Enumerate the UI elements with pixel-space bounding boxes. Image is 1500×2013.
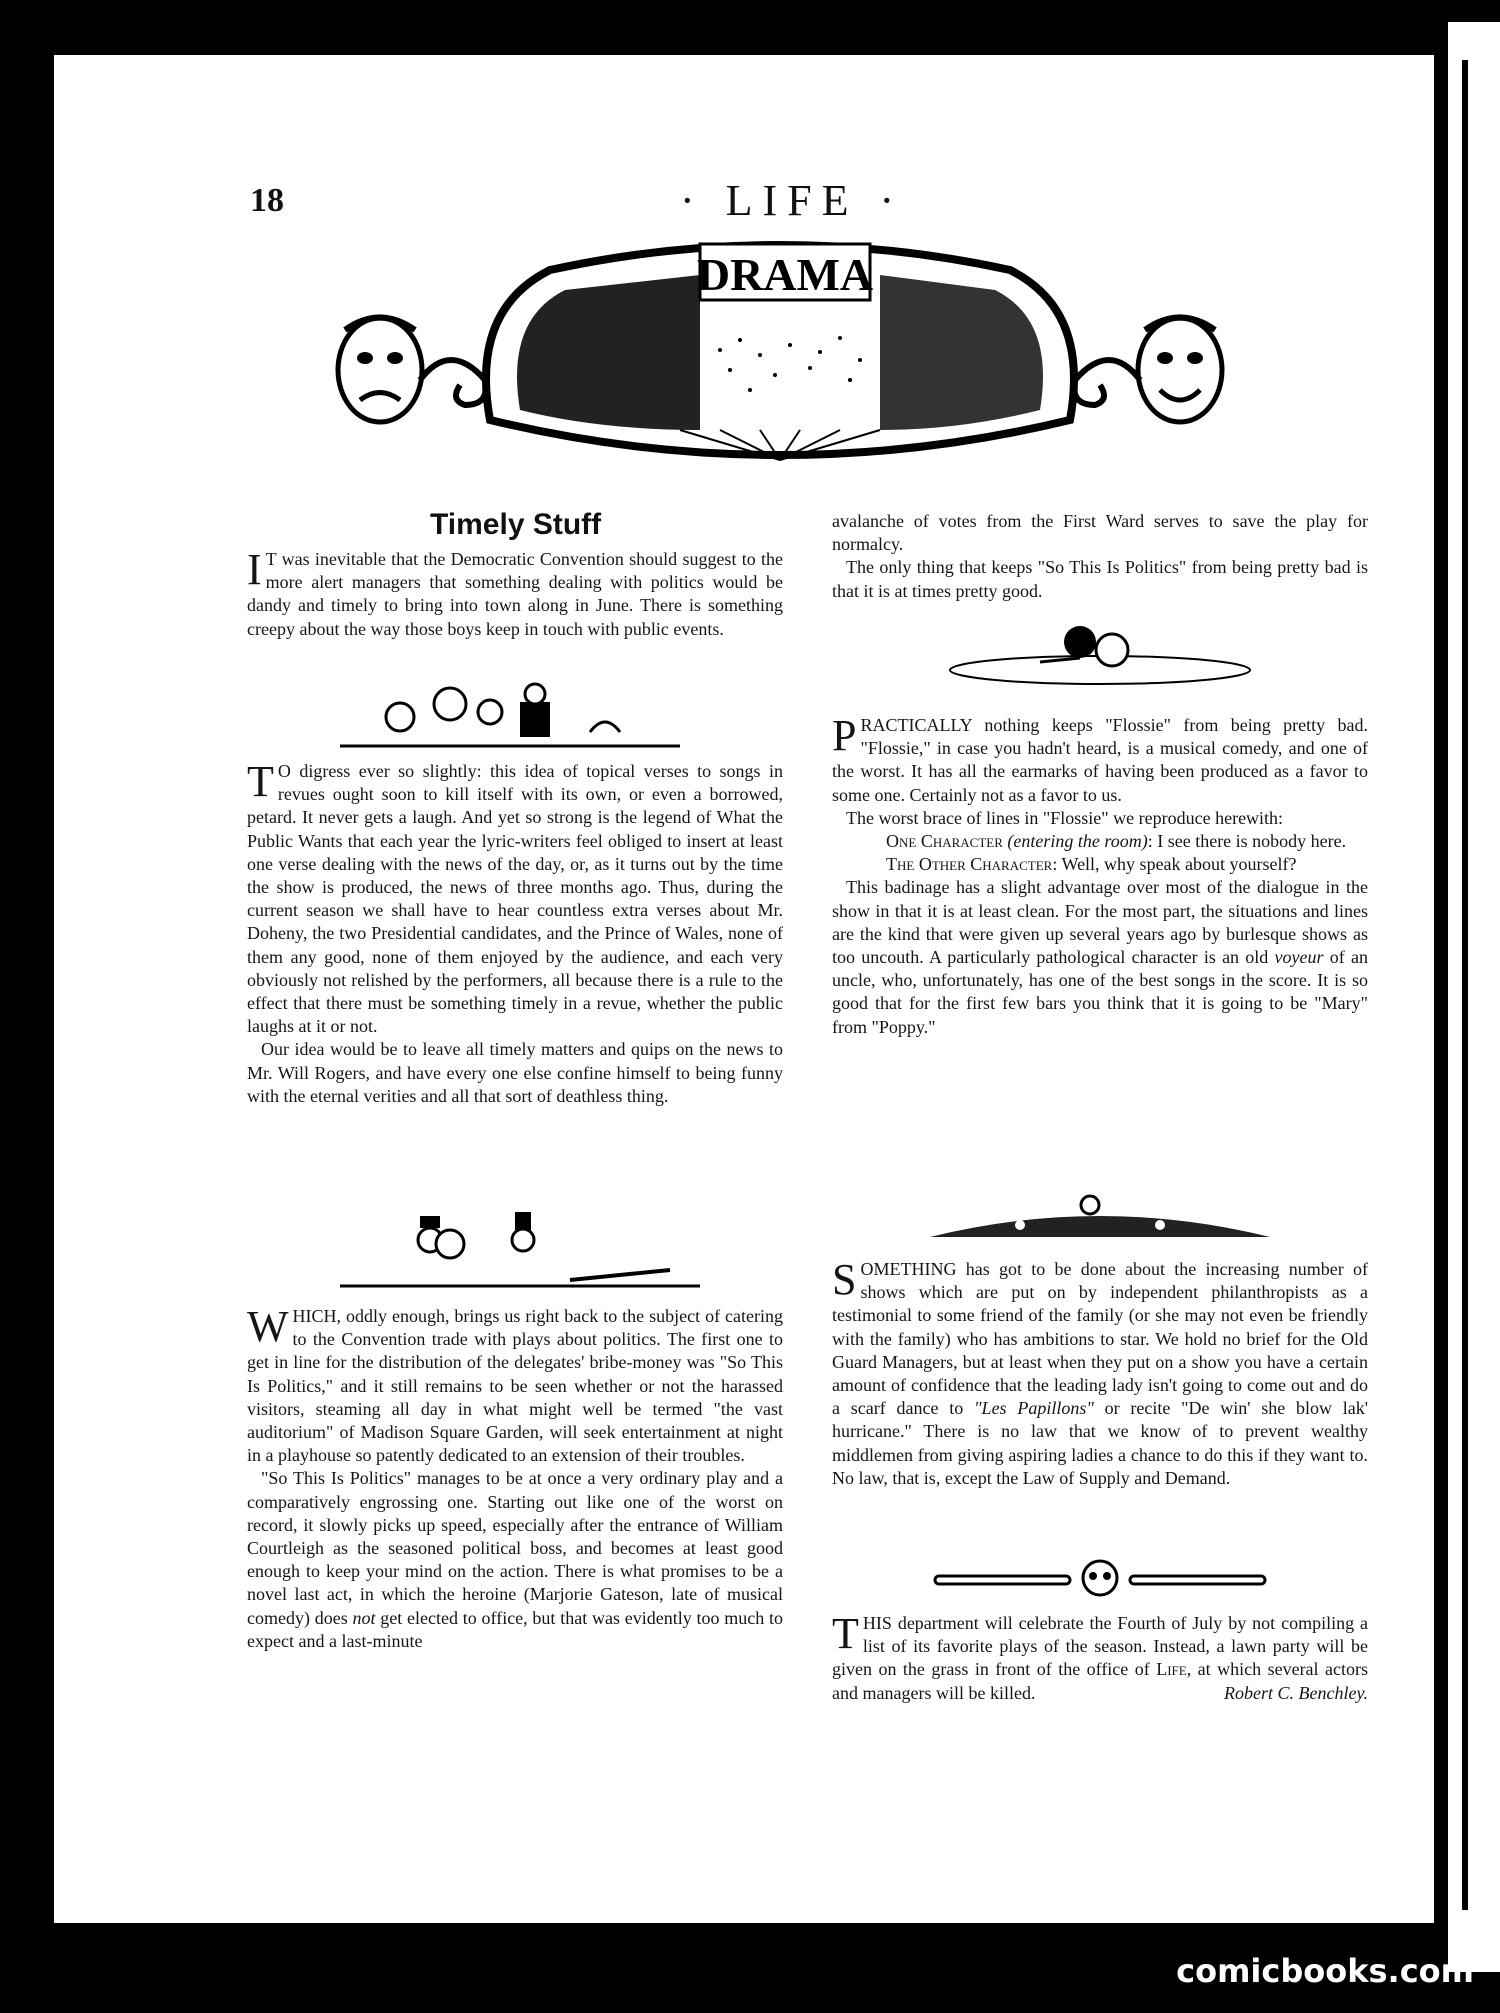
drop-cap: P — [832, 711, 857, 760]
drop-cap: T — [247, 757, 274, 806]
drop-cap: I — [247, 545, 262, 594]
column-right-top — [832, 510, 1368, 603]
column-left-bottom — [247, 1302, 783, 1653]
paragraph: WHICH, oddly enough, brings us right back to the subject of catering to the Convention trade with plays about politics. The first one to get in line for the distribution of the delegates' bribe-money was "So This Is Politics," and it still remains to be seen whether or not the harassed visitors, steaming all day in what might well be termed "the vast auditorium" of Madison Square Garden, will seek entertainment at night in a playhouse so patently dedicated to an extension of their troubles. — [247, 1302, 783, 1466]
paragraph: The worst brace of lines in "Flossie" we reproduce herewith: — [846, 807, 1284, 828]
dialogue-line-2: The Other Character: Well, why speak about yourself? — [886, 854, 1297, 875]
dancers-cartoon-vignette — [340, 1210, 700, 1290]
site-watermark: comicbooks.com — [1176, 1952, 1474, 1990]
paragraph: avalanche of votes from the First Ward serves to save the play for normalcy. — [832, 511, 1368, 555]
column-right-lower — [832, 1255, 1369, 1490]
column-left-middle — [247, 757, 783, 1108]
paragraph: This badinage has a slight advantage over most of the dialogue in the show in that it is at least clean. For the most part, the situations and lines are the kind that were given up several years ago by burlesque shows as too uncouth. A particularly pathological character is an old voyeur of an uncle, who, unfortunately, has one of the best songs in the score. It is so good that for the first few bars you think that it is going to be "Mary" from "Poppy." — [832, 877, 1368, 1037]
flower-bed-cartoon-vignette — [920, 1185, 1280, 1245]
page-gutter-line — [1462, 60, 1468, 1910]
drop-cap: S — [832, 1255, 857, 1304]
drop-cap: W — [247, 1302, 289, 1351]
drama-banner-illustration — [320, 230, 1240, 490]
adjacent-page-edge — [1448, 22, 1500, 1972]
paragraph: PRACTICALLY nothing keeps "Flossie" from being pretty bad. "Flossie," in case you hadn't heard, is a musical comedy, and one of the worst. It has all the earmarks of having been produced as a favor to some one. Certainly not as a favor to us. — [832, 711, 1368, 805]
paragraph: I T was inevitable that the Democratic Convention should suggest to the more alert managers that something dealing with politics would be dandy and timely to bring into town along in June. There is something creepy about the way those boys keep in touch with public events. — [247, 545, 783, 639]
drama-banner-title: DRAMA — [696, 249, 874, 300]
paragraph: The only thing that keeps "So This Is Politics" from being pretty bad is that it is at times pretty good. — [832, 557, 1368, 601]
author-signature: Robert C. Benchley. — [1224, 1682, 1368, 1703]
column-left-top — [247, 545, 783, 641]
flying-couple-cartoon-vignette — [940, 612, 1260, 702]
paragraph: "So This Is Politics" manages to be at once a very ordinary play and a comparatively engrossing one. Starting out like one of the worst on record, it slowly picks up speed, especially after the entrance of William Courtleigh as the seasoned political boss, and becomes at least good enough to keep your mind on the action. There is what promises to be a novel last act, in which the heroine (Marjorie Gateson, late of musical comedy) does not get elected to office, but that was evidently too much to expect and a last-minute — [247, 1468, 783, 1651]
paragraph: Our idea would be to leave all timely matters and quips on the news to Mr. Will Rogers, and have every one else confine himself to being funny with the eternal verities and all that sort of deathless thing. — [247, 1039, 783, 1106]
dialogue-line-1: One Character (entering the room): I see there is nobody here. — [886, 831, 1347, 852]
column-right-bottom — [832, 1609, 1368, 1705]
skull-crossbones-ornament — [925, 1558, 1275, 1602]
comedy-mask-icon — [1138, 318, 1222, 423]
paragraph: T O digress ever so slightly: this idea of topical verses to songs in revues ought soon to kill itself with its own, or even a borrowed, petard. It never gets a laugh. And yet so strong is the legend of What the Public Wants that each year the lyric-writers feel obliged to insert at least one verse dealing with the news of the day, or, as it turns out by the time the show is produced, the news of three months ago. Thus, during the current season we shall have to hear countless extra verses about Mr. Doheny, the two Presidential candidates, and the Prince of Wales, none of them any good, none of them enjoyed by the audience, and each very obviously not relished by the performers, all because there is a rule to the effect that there must be something timely in a revue, whether the public laughs at it or not. — [247, 757, 783, 1037]
page-number: 18 — [250, 182, 284, 219]
right-scroll-ornament — [1074, 360, 1140, 405]
column-right-middle — [832, 711, 1368, 1039]
paragraph: SOMETHING has got to be done about the increasing number of shows which are put on by independent philanthropists as a testimonial to some friend of the family (or she may not even be friendly with the family) who has ambitions to star. We hold no brief for the Old Guard Managers, but at least when they put on a show you have a certain amount of confidence that the leading lady isn't going to come out and do a scarf dance to "Les Papillons" or recite "De win' she blow lak' hurricane." There is no law that we know of to prevent wealthy middlemen from giving aspiring ladies a chance to do this if they want to. No law, that is, except the Law of Supply and Demand. — [832, 1255, 1369, 1488]
masthead: · LIFE · — [680, 176, 905, 225]
article-title: Timely Stuff — [430, 508, 602, 541]
paragraph: THIS department will celebrate the Fourth of July by not compiling a list of its favorite plays of the season. Instead, a lawn party will be given on the grass in front of the office of Life, at which several actors and managers will be killed. Robert C. Benchley. — [832, 1612, 1368, 1705]
politicians-cartoon-vignette — [340, 672, 680, 752]
left-scroll-ornament — [420, 360, 486, 405]
drop-cap: T — [832, 1609, 859, 1658]
tragedy-mask-icon — [338, 318, 422, 423]
